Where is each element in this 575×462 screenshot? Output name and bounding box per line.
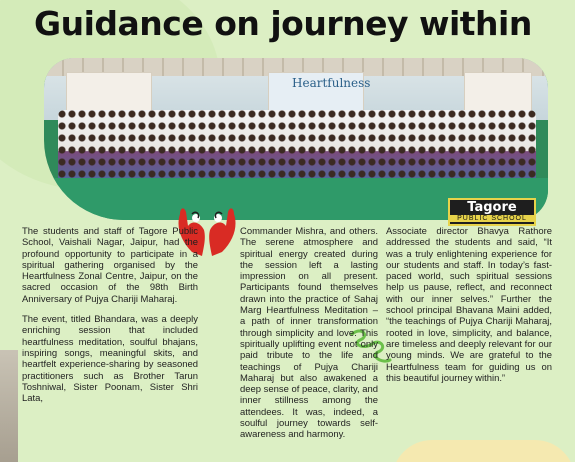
left-edge-image (0, 350, 18, 462)
bottom-right-decoration (392, 440, 575, 462)
article-headline: Guidance on journey within (34, 4, 532, 43)
paragraph-quotes: Associate director Bhavya Rathore addressed the students and said, “It was a truly enlightening experience for our students and staff. In today’s fast-paced world, such spiritual sessions help us pause, reflect, and reconnect with our inner selves.” Further the school principal Bhavana Maini added, “the teachings of Pujya Chariji Maharaj, rooted in love, simplicity, and balance, are timeless and deeply relevant for our young minds. We are grateful to the Heartfulness team for guiding us on this beautiful journey within.” (386, 226, 552, 384)
article-column-2 (210, 226, 378, 450)
school-badge (448, 198, 536, 226)
school-badge-name: Tagore (467, 200, 517, 215)
photo-banner-text: Heartfulness (292, 76, 371, 90)
school-badge-subtitle: PUBLIC SCHOOL (450, 215, 534, 222)
paragraph-event: The event, titled Bhandara, was a deeply enriching session that included heartfulness meditation, soulful bhajans, inspiring songs, meaningful skits, and heartfelt experience-sharing by seasoned practitioners such as Brother Tarun Toshniwal, Sister Poonam, Sister Shri Lata, (22, 314, 198, 405)
paragraph-atmosphere: Commander Mishra, and others. The serene atmosphere and spiritual energy created during the session left a lasting impression on all present. Participants found themselves drawn into the practice of Sahaj Marg Heartfulness Meditation – a path of inner transformation through simplicity and love. This spiritually uplifting event not only paid tribute to the life and teachings of Pujya Chariji Maharaj but also awakened a deep sense of peace, clarity, and inner stillness among the attendees. It was, indeed, a soulful journey towards self-awareness and harmony. (240, 226, 378, 441)
article-column-3 (386, 226, 552, 393)
photo-crowd (58, 110, 536, 184)
group-photo (44, 58, 548, 220)
article-column-1 (22, 226, 198, 413)
paragraph-intro: The students and staff of Tagore Public School, Vaishali Nagar, Jaipur, had the profound opportunity to participate in a spiritual gathering organised by the Heartfulness Zonal Centre, Jaipur, on the sacred occasion of the 98th Birth Anniversary of Pujya Chariji Maharaj. (22, 226, 198, 305)
